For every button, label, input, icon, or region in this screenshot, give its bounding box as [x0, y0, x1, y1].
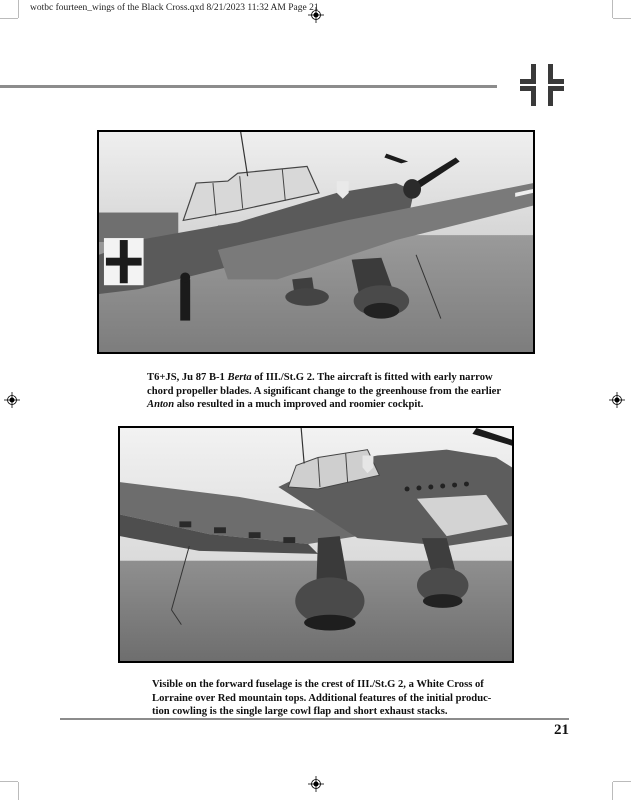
crop-mark [612, 0, 613, 18]
caption-line: chord propeller blades. A significant change to the greenhouse from the earlier [147, 385, 502, 397]
crop-mark [0, 781, 18, 782]
balkenkreuz-icon [518, 62, 566, 108]
footer-rule [60, 718, 569, 720]
crop-mark [18, 0, 19, 18]
print-slug: wotbc fourteen_wings of the Black Cross.qxd 8/21/2023 11:32 AM Page 21 [30, 3, 319, 13]
registration-mark-icon [308, 7, 324, 23]
registration-mark-icon [308, 776, 324, 792]
caption-line: T6+JS, Ju 87 B-1 Berta of III./St.G 2. The aircraft is fitted with early narrow [147, 372, 493, 383]
registration-mark-icon [4, 392, 20, 408]
photo-caption-1 [147, 371, 502, 412]
registration-mark-icon [609, 392, 625, 408]
caption-line: Visible on the forward fuselage is the crest of III./St.G 2, a White Cross of [152, 679, 484, 690]
photo-ju87-side-view [97, 130, 535, 354]
crop-mark [613, 781, 631, 782]
photo-caption-2 [152, 678, 492, 719]
page-number: 21 [554, 722, 569, 738]
aircraft-photo-icon [120, 428, 512, 661]
caption-line: tion cowling is the single large cowl flap and short exhaust stacks. [152, 706, 448, 717]
photo-ju87-front-quarter [118, 426, 514, 663]
caption-line: Anton also resulted in a much improved and roomier cockpit. [147, 399, 424, 410]
crop-mark [612, 782, 613, 800]
crop-mark [613, 18, 631, 19]
caption-line: Lorraine over Red mountain tops. Additional features of the initial produc- [152, 692, 492, 704]
header-rule [0, 85, 497, 88]
crop-mark [18, 782, 19, 800]
crop-mark [0, 18, 18, 19]
aircraft-photo-icon [99, 132, 533, 352]
